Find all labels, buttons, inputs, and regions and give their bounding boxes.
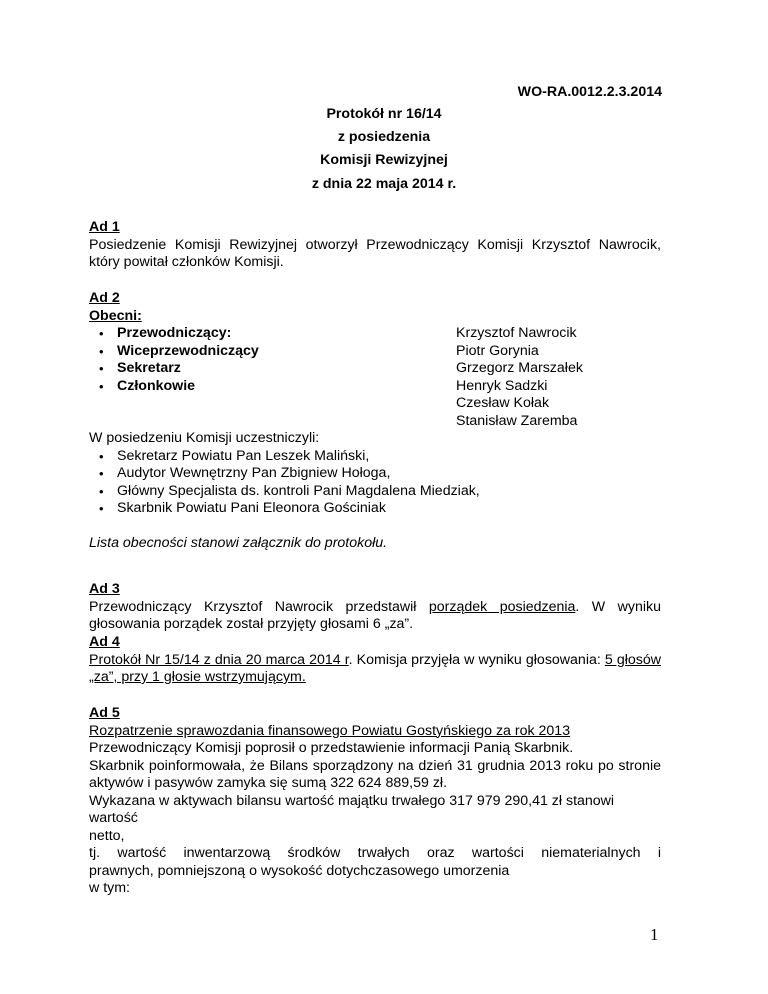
section-ad2: [89, 290, 661, 430]
ad5-subtitle: Rozpatrzenie sprawozdania finansowego Powiatu Gostyńskiego za rok 2013: [89, 722, 571, 739]
participants-list: [89, 448, 661, 518]
ad3-text-after: . W wyniku głosowania porządek został przyjęty głosami 6 „za”.: [89, 598, 661, 632]
member-row: [89, 325, 661, 343]
member-role: • Członkowie: [117, 377, 196, 394]
ad5-paragraph: w tym:: [89, 880, 130, 896]
member-name: Grzegorz Marszałek: [456, 360, 583, 376]
members-list: [89, 325, 661, 395]
ad1-text: Posiedzenie Komisji Rewizyjnej otworzył Przewodniczący Komisji Krzysztof Nawrocik, który powitał członków Komisji.: [89, 236, 661, 270]
ad4-heading: Ad 4: [89, 634, 120, 650]
ad3-heading: Ad 3: [89, 581, 120, 597]
section-ad1: [89, 219, 661, 272]
participant-item: • Sekretarz Powiatu Pan Leszek Maliński,: [89, 448, 661, 466]
ad3-text-before: Przewodniczący Krzysztof Nawrocik przedstawił: [89, 598, 429, 615]
ad4-text: [89, 652, 661, 687]
member-name: Henryk Sadzki: [456, 377, 548, 394]
protocol-link[interactable]: Protokół Nr 15/14 z dnia 20 marca 2014 r: [89, 651, 349, 668]
member-name: Piotr Gorynia: [456, 342, 539, 359]
ad3-text: [89, 599, 661, 634]
member-row: [89, 360, 661, 378]
member-name: Stanisław Zaremba: [456, 412, 578, 429]
member-name: Czesław Kołak: [456, 395, 550, 411]
member-role: • Wiceprzewodniczący: [117, 342, 259, 359]
ad5-paragraph: Przewodniczący Komisji poprosił o przedstawienie informacji Panią Skarbnik.: [89, 740, 574, 756]
ad5-paragraph: prawnych, pomniejszoną o wysokość dotychczasowego umorzenia: [89, 862, 510, 879]
ad2-heading: Ad 2: [89, 290, 120, 306]
protocol-title: Protokół nr 16/14: [326, 106, 442, 122]
protocol-date: z dnia 22 maja 2014 r.: [311, 176, 457, 192]
attendance-note: Lista obecności stanowi załącznik do protokołu.: [89, 535, 388, 551]
present-label: Obecni:: [89, 307, 142, 324]
participants-section: [89, 430, 661, 518]
ad4-text-mid: . Komisja przyjęła w wyniku głosowania:: [348, 651, 605, 668]
member-role: • Przewodniczący:: [117, 325, 232, 341]
protocol-subtitle: z posiedzenia: [337, 129, 431, 145]
section-ad5: [89, 705, 661, 898]
participants-label: W posiedzeniu Komisji uczestniczyli:: [89, 430, 320, 446]
member-name: Krzysztof Nawrocik: [456, 325, 577, 341]
vote-result: 5 głosów „za”, przy 1 głosie wstrzymującym.: [89, 651, 661, 685]
ad1-heading: Ad 1: [89, 219, 120, 235]
ad5-paragraph: Skarbnik poinformowała, że Bilans sporządzony na dzień 31 grudnia 2013 roku po stronie aktywów i pasywów zamyka się sumą 322 624 889,59 zł.: [89, 757, 661, 791]
document-reference: WO-RA.0012.2.3.2014: [517, 84, 662, 100]
section-ad4: [89, 634, 661, 687]
section-ad3: [89, 581, 661, 634]
member-role: • Sekretarz: [117, 360, 181, 376]
ad5-paragraph: Wykazana w aktywach bilansu wartość majątku trwałego 317 979 290,41 zł stanowi wartość: [89, 792, 615, 826]
ad5-paragraph: tj. wartość inwentarzową środków trwałych oraz wartości niematerialnych i: [89, 845, 661, 861]
agenda-link[interactable]: porządek posiedzenia: [428, 598, 576, 615]
participant-item: • Skarbnik Powiatu Pani Eleonora Gościniak: [89, 500, 661, 518]
ad5-paragraph: netto,: [89, 827, 125, 844]
ad5-heading: Ad 5: [89, 705, 120, 721]
page-number: 1: [650, 925, 659, 944]
participant-item: • Główny Specjalista ds. kontroli Pani Magdalena Miedziak,: [89, 483, 661, 501]
participant-item: • Audytor Wewnętrzny Pan Zbigniew Hołoga,: [89, 465, 661, 483]
member-row: [89, 378, 661, 396]
member-row: [89, 343, 661, 361]
committee-name: Komisji Rewizyjnej: [320, 152, 448, 168]
